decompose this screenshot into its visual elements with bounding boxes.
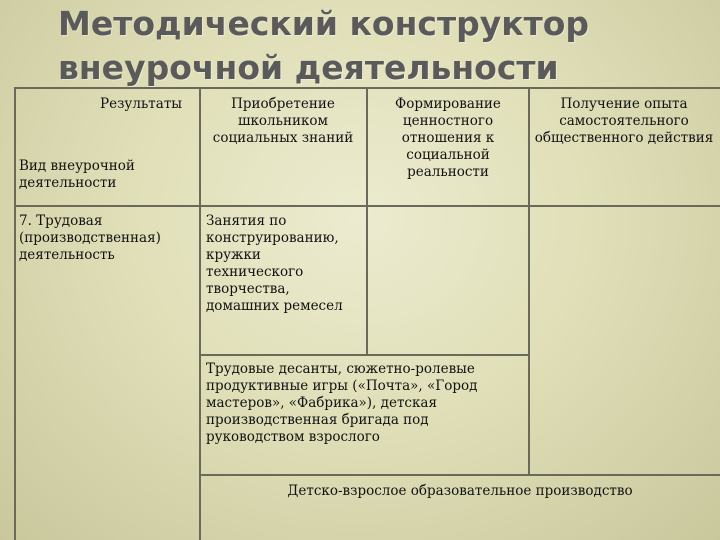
title-line-1: Методический конструктор [58,4,590,43]
table-border-left [14,87,16,540]
col-divider-2 [366,87,368,355]
header-results: Результаты [100,96,183,112]
col-divider-1 [199,87,201,540]
row-divider-level1 [199,354,530,356]
header-col-experience: Получение опыта самостоятельного общественного действия [534,96,714,146]
col-divider-3 [528,87,530,475]
title-line-2: внеурочной деятельности [58,48,559,87]
header-col-knowledge: Приобретение школьником социальных знаний [212,96,354,146]
header-col-values: Формирование ценностного отношения к социальной реальности [395,96,501,180]
row-label: 7. Трудовая (производственная) деятельность [19,213,161,263]
header-activity-type: Вид внеурочной деятельности [19,158,135,191]
level1-content: Занятия по конструированию, кружки технического творчества, домашних ремесел [206,213,343,314]
row-divider-level2 [199,474,720,476]
level3-content: Детско-взрослое образовательное производство [287,483,633,499]
level2-content: Трудовые десанты, сюжетно-ролевые продуктивные игры («Почта», «Город мастеров», «Фабрика»), детская производственная бригада под руководством взрослого [206,361,478,445]
